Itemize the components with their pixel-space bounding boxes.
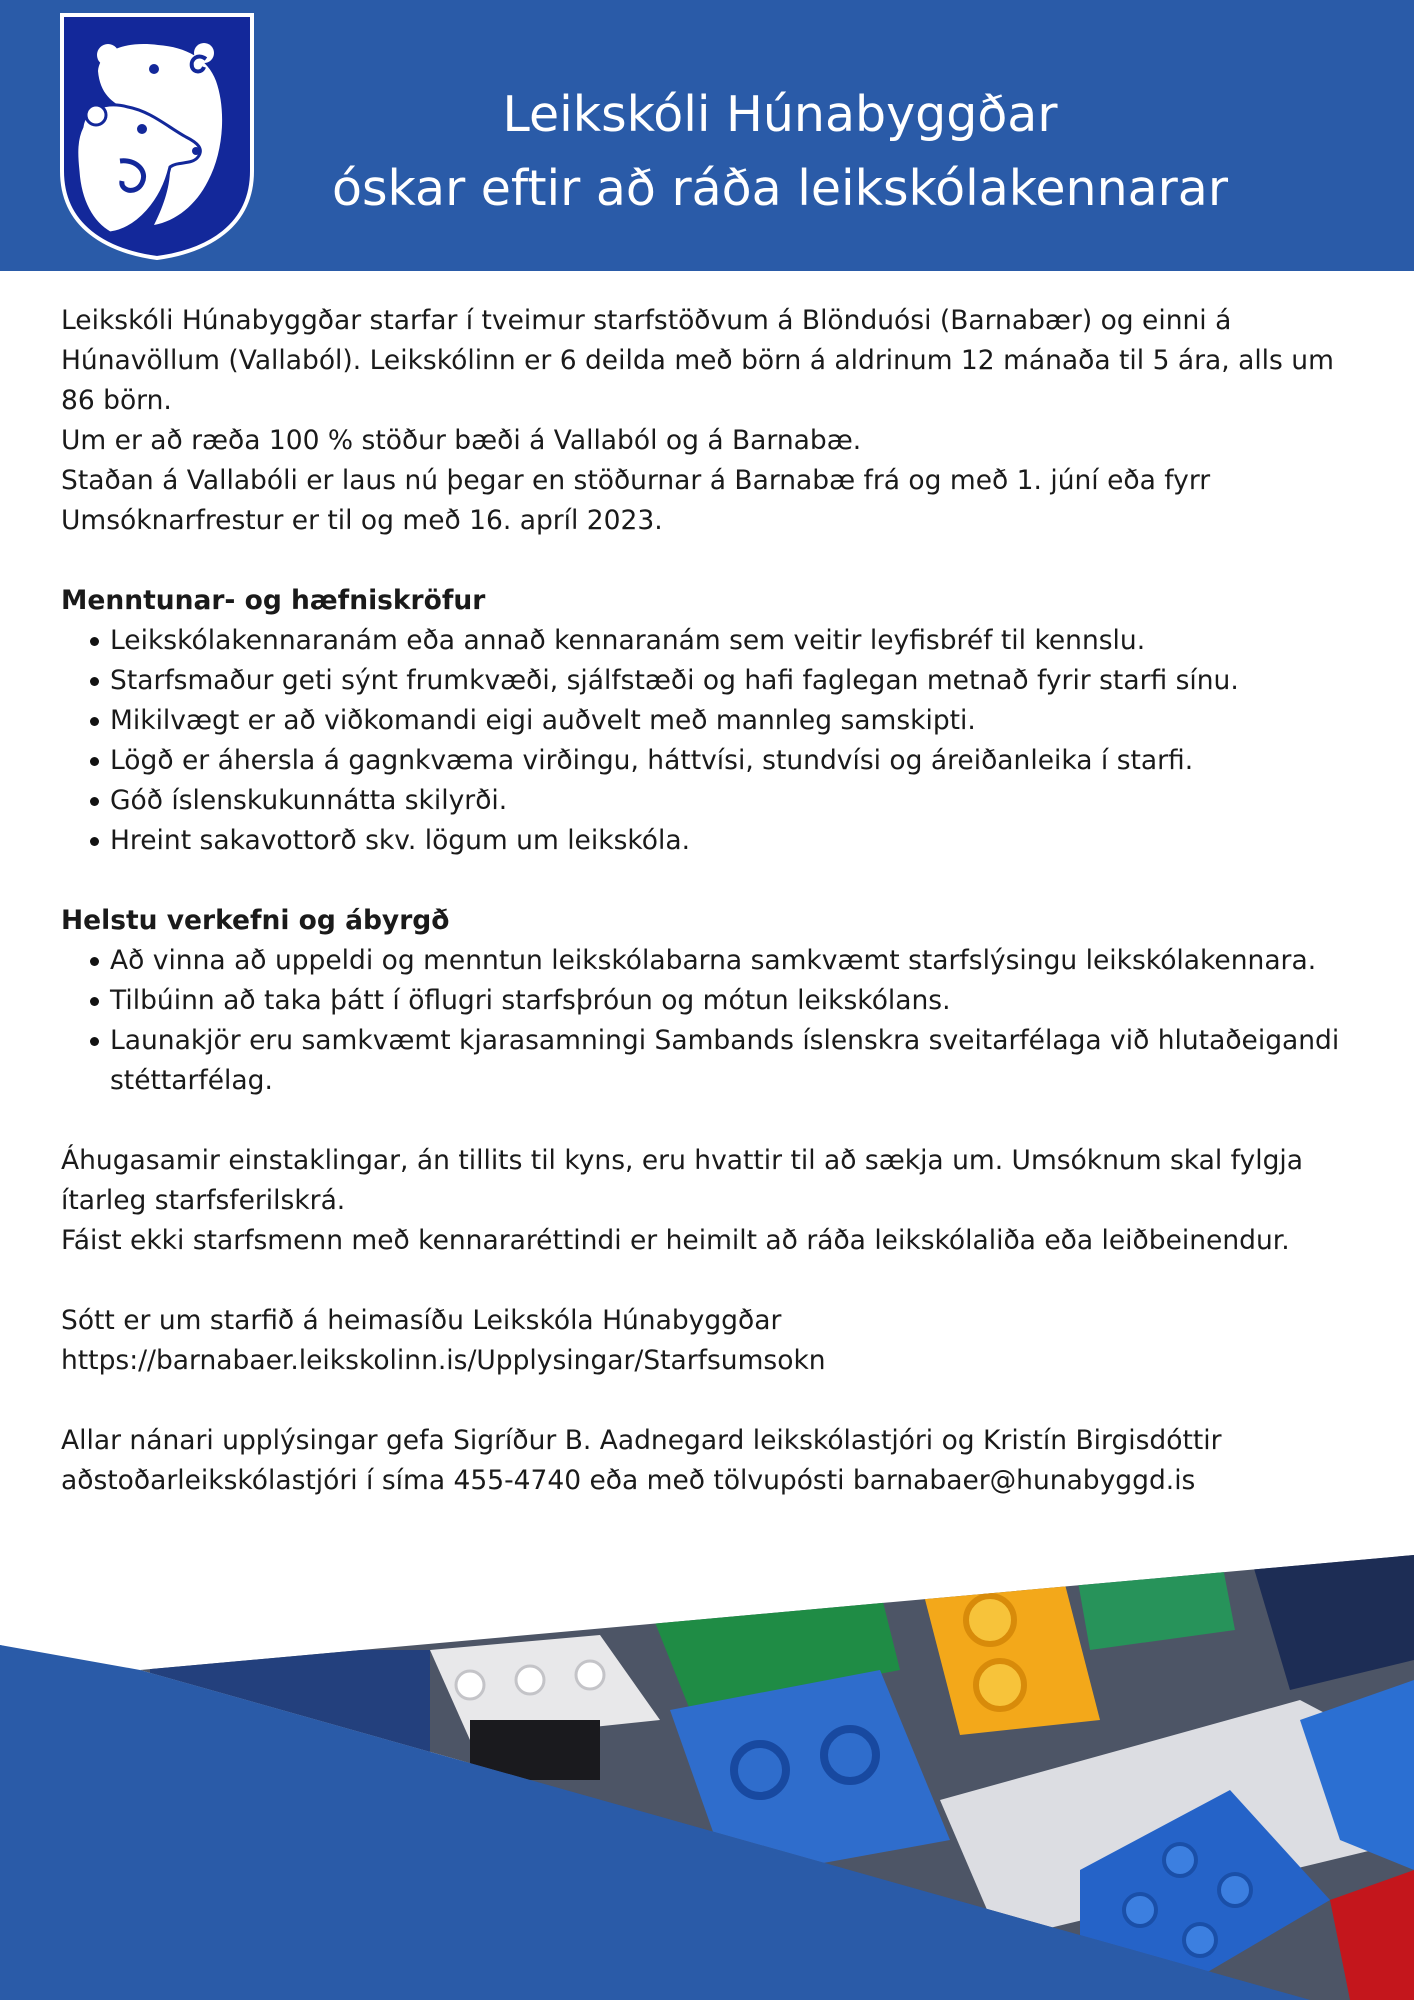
title-line-1: Leikskóli Húnabyggðar xyxy=(502,86,1058,143)
header-banner xyxy=(0,0,1414,271)
list-item: Lögð er áhersla á gagnkvæma virðingu, háttvísi, stundvísi og áreiðanleika í starfi. xyxy=(61,741,1361,781)
applicants-line: Áhugasamir einstaklingar, án tillits til kyns, eru hvattir til að sækja um. Umsóknum skal fylgja xyxy=(61,1145,1303,1176)
list-item-text: Launakjör eru samkvæmt kjarasamningi Sambands íslenskra sveitarfélaga við hlutaðeigandi xyxy=(110,1025,1340,1056)
applicants-line: ítarleg starfsferilskrá. xyxy=(61,1185,346,1216)
lego-bricks-image xyxy=(0,1540,1414,2000)
intro-line: Um er að ræða 100 % stöður bæði á Vallaból og á Barnabæ. xyxy=(61,425,862,456)
list-item-text: stéttarfélag. xyxy=(110,1065,273,1096)
contact-line: Allar nánari upplýsingar gefa Sigríður B. Aadnegard leikskólastjóri og Kristín Birgisdóttir xyxy=(61,1425,1222,1456)
list-item: Mikilvægt er að viðkomandi eigi auðvelt með mannleg samskipti. xyxy=(61,701,1361,741)
intro-line: Leikskóli Húnabyggðar starfar í tveimur starfstöðvum á Blönduósi (Barnabær) og einni á xyxy=(61,305,1232,336)
duties-list xyxy=(61,941,1361,1101)
list-item xyxy=(61,1021,1361,1101)
list-item: Góð íslenskukunnátta skilyrði. xyxy=(61,781,1361,821)
duties-heading: Helstu verkefni og ábyrgð xyxy=(61,905,450,936)
contact-line: aðstoðarleikskólastjóri í síma 455-4740 eða með tölvupósti barnabaer@hunabyggd.is xyxy=(61,1465,1196,1496)
polar-bear-crest-icon xyxy=(58,11,256,261)
job-posting-body xyxy=(61,301,1361,1501)
requirements-list xyxy=(61,621,1361,861)
list-item: Hreint sakavottorð skv. lögum um leikskóla. xyxy=(61,821,1361,861)
list-item: Að vinna að uppeldi og menntun leikskólabarna samkvæmt starfslýsingu leikskólakennara. xyxy=(61,941,1361,981)
intro-line: 86 börn. xyxy=(61,385,172,416)
deadline-line: Umsóknarfrestur er til og með 16. apríl 2023. xyxy=(61,505,663,536)
list-item: Tilbúinn að taka þátt í öflugri starfsþróun og mótun leikskólans. xyxy=(61,981,1361,1021)
intro-line: Húnavöllum (Vallaból). Leikskólinn er 6 deilda með börn á aldrinum 12 mánaða til 5 ára, alls um xyxy=(61,345,1334,376)
list-item: Leikskólakennaranám eða annað kennaranám sem veitir leyfisbréf til kennslu. xyxy=(61,621,1361,661)
apply-line: Sótt er um starfið á heimasíðu Leikskóla Húnabyggðar xyxy=(61,1305,782,1336)
page-title xyxy=(300,78,1260,226)
intro-line: Staðan á Vallabóli er laus nú þegar en stöðurnar á Barnabæ frá og með 1. júní eða fyrr xyxy=(61,465,1211,496)
requirements-heading: Menntunar- og hæfniskröfur xyxy=(61,585,486,616)
applicants-line: Fáist ekki starfsmenn með kennararéttindi er heimilt að ráða leikskólaliða eða leiðbeinendur. xyxy=(61,1225,1290,1256)
list-item: Starfsmaður geti sýnt frumkvæði, sjálfstæði og hafi faglegan metnað fyrir starfi sínu. xyxy=(61,661,1361,701)
title-line-2: óskar eftir að ráða leikskólakennarar xyxy=(332,160,1228,217)
apply-url-link[interactable]: https://barnabaer.leikskolinn.is/Upplysingar/Starfsumsokn xyxy=(61,1345,826,1376)
